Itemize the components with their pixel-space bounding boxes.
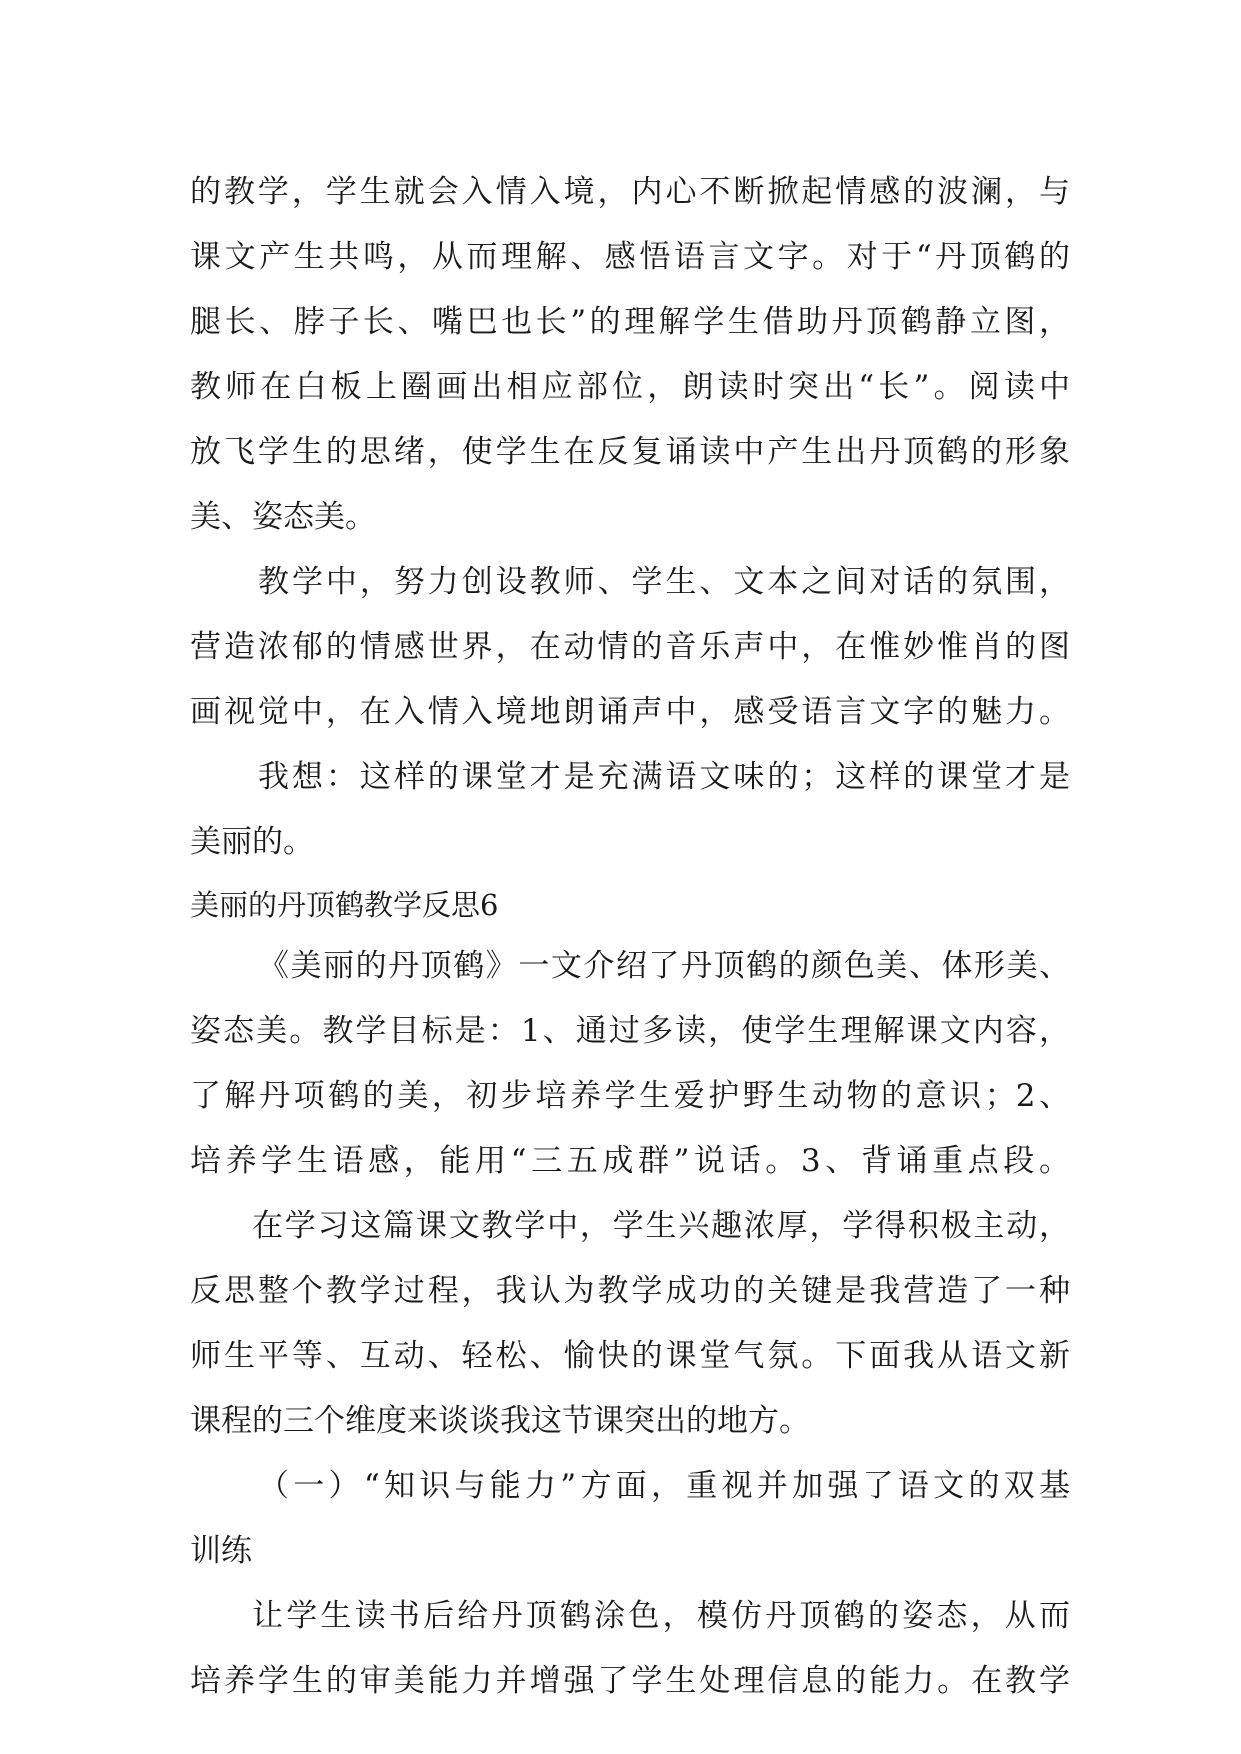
text-line: 在学习这篇课文教学中，学生兴趣浓厚，学得积极主动， [252,1208,1070,1244]
text-line: 腿长、脖子长、嘴巴也长”的理解学生借助丹顶鹤静立图， [190,304,1070,340]
section-heading: 美丽的丹顶鹤教学反思6 [190,888,499,922]
paragraph [190,1454,1070,1584]
text-line: 《美丽的丹顶鹤》一文介绍了丹顶鹤的颜色美、体形美、 [258,948,1070,984]
paragraph [190,1584,1070,1714]
text-line: 师生平等、互动、轻松、愉快的课堂气氛。下面我从语文新 [190,1338,1070,1374]
text-line: 课程的三个维度来谈谈我这节课突出的地方。 [190,1403,810,1439]
text-line: 教学中，努力创设教师、学生、文本之间对话的氛围， [258,564,1070,600]
paragraph [190,934,1070,1194]
paragraph [190,745,1070,875]
paragraph [190,550,1070,745]
text-line: 美丽的。 [190,824,314,860]
text-line: 让学生读书后给丹顶鹤涂色，模仿丹顶鹤的姿态，从而 [252,1598,1070,1634]
paragraph [190,1194,1070,1454]
text-line: 培养学生的审美能力并增强了学生处理信息的能力。在教学 [190,1663,1070,1699]
text-line: 训练 [190,1533,252,1569]
text-line: 反思整个教学过程，我认为教学成功的关键是我营造了一种 [190,1273,1070,1309]
text-line: 姿态美。教学目标是：1、通过多读，使学生理解课文内容， [190,1013,1070,1049]
document-page [190,160,1070,1714]
text-line: （一）“知识与能力”方面，重视并加强了语文的双基 [258,1468,1070,1504]
text-line: 画视觉中，在入情入境地朗诵声中，感受语言文字的魅力。 [190,694,1070,730]
text-line: 教师在白板上圈画出相应部位，朗读时突出“长”。阅读中 [190,369,1070,405]
text-line: 了解丹项鹤的美，初步培养学生爱护野生动物的意识；2、 [190,1078,1070,1114]
paragraph [190,160,1070,550]
text-line: 美、姿态美。 [190,499,376,535]
text-line: 我想：这样的课堂才是充满语文味的；这样的课堂才是 [258,759,1070,795]
text-line: 的教学，学生就会入情入境，内心不断掀起情感的波澜，与 [190,174,1070,210]
text-line: 营造浓郁的情感世界，在动情的音乐声中，在惟妙惟肖的图 [190,629,1070,665]
text-line: 培养学生语感，能用“三五成群”说话。3、背诵重点段。 [190,1143,1070,1179]
text-line: 课文产生共鸣，从而理解、感悟语言文字。对于“丹顶鹤的 [190,239,1070,275]
text-line: 放飞学生的思绪，使学生在反复诵读中产生出丹顶鹤的形象 [190,434,1070,470]
